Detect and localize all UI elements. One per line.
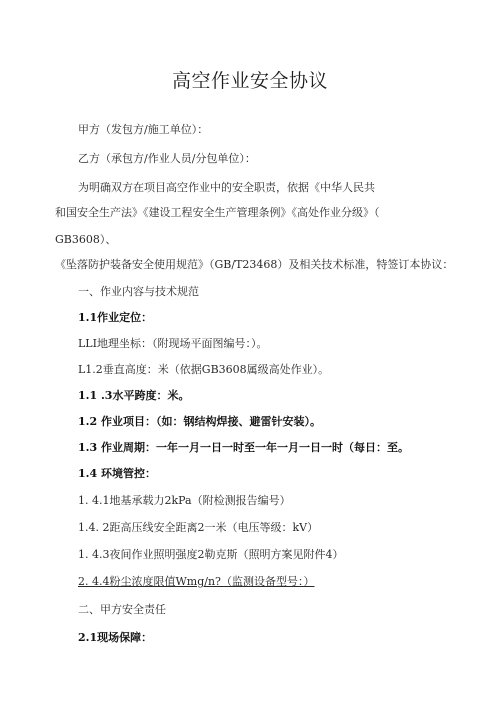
party-b-line: 乙方（承包方/作业人员/分包单位）：: [78, 152, 256, 165]
intro-line-2: 和国安全生产法》《建设工程安全生产管理条例》《高处作业分级》（: [55, 206, 380, 219]
item-1-1-3: 1.1 .3水平跨度：米。: [78, 389, 190, 402]
item-1-4-4: 2. 4.4粉尘浓度限值Wmg/n?（监测设备型号：）: [78, 575, 315, 588]
intro-line-3: GB3608）、: [55, 233, 117, 246]
item-1-4: 1.4 环境管控：: [78, 467, 156, 480]
document-title: 高空作业安全协议: [171, 70, 328, 92]
intro-line-4: 《坠落防护装备安全使用规范》（GB/T23468）及相关技术标准，特签订本协议：: [55, 258, 454, 271]
item-1-4-3: 1. 4.3夜间作业照明强度2勒克斯（照明方案见附件4）: [78, 548, 344, 561]
item-1-1-1: LLI地理坐标：（附现场平面图编号：）。: [78, 337, 268, 350]
party-a-line: 甲方（发包方/施工单位）：: [78, 123, 209, 136]
item-1-2: 1.2 作业项目：（如：钢结构焊接、避雷针安装）。: [78, 415, 321, 428]
item-1-4-1: 1. 4.1地基承载力2kPa（附检测报告编号）: [78, 494, 291, 507]
item-1-1: 1.1作业定位：: [78, 311, 153, 324]
item-1-4-2: 1.4. 2距高压线安全距离2一米（电压等级：kV）: [78, 521, 319, 534]
item-1-1-2: L1.2垂直高度：米（依据GB3608属级高处作业）。: [78, 363, 330, 376]
item-2-1: 2.1现场保障：: [78, 631, 153, 644]
intro-line-1: 为明确双方在项目高空作业中的安全职责，依据《中华人民共: [78, 181, 375, 194]
item-1-3: 1.3 作业周期：一年一月一日一时至一年一月一日一时（每日：至。: [78, 441, 409, 454]
section-2-heading: 二、甲方安全责任: [78, 603, 166, 616]
section-1-heading: 一、作业内容与技术规范: [78, 285, 199, 298]
